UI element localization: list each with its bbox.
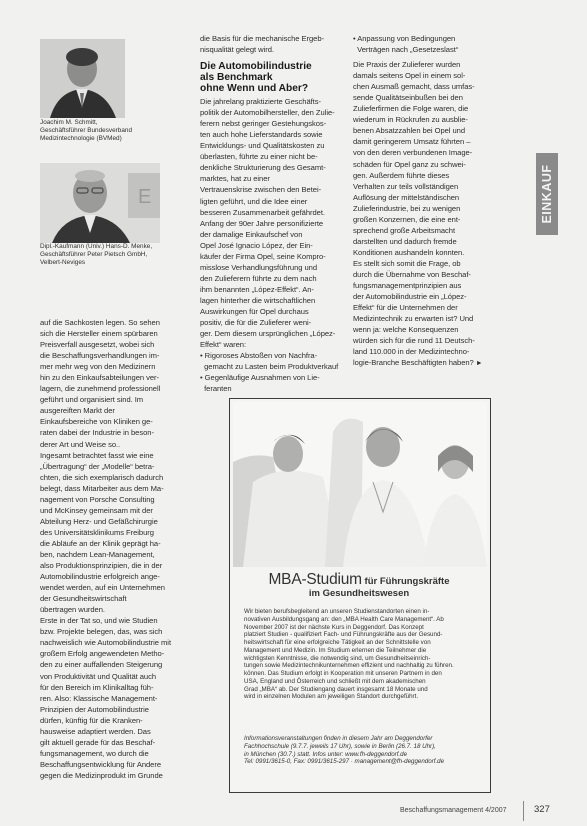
journal-footer: Beschaffungsmanagement 4/2007: [400, 807, 507, 814]
portrait-photo-schmitt: [40, 39, 125, 118]
section-tab: [536, 153, 558, 235]
ad-headline: [230, 571, 488, 589]
text-column-1: [40, 317, 190, 781]
photo-caption-menke: Dipl.-Kaufmann (Univ.) Hans-D. Menke, Geschäftsführer Peter Pietsch GmbH, Velbert-Neviges: [40, 243, 153, 266]
portrait-schmitt-image: [40, 39, 125, 118]
ad-headline-main: MBA-Studium: [268, 571, 362, 588]
column-1-body: auf die Sachkosten legen. So sehen sich die Hersteller einem spürbaren Preisverfall ausgesetzt, wobei sich die Beschaffungsverhandlungen im- mer mehr weg von den Medizinern hin zu den Einkaufsabteilungen ver- lagern, die zunehmend professionell geführt und organisiert sind. Im ausgereiften Markt der Einkaufsbereiche von Kliniken ge- raten dabei der Industrie in beson- derer Art und Weise so.. Ingesamt betrachtet fasst wie eine „Übertragung“ der „Modelle“ betra- chten, die sich exemplarisch dadurch belegt, dass Mitarbeiter aus dem Ma- nagement von Porsche Consulting und McKinsey gemeinsam mit der Abteilung Herz- und Gefäßchirurgie des Universitätsklinikums Freiburg die Abläufe an der Klinik geprägt ha- ben, nachdem Lean-Management, also Produktionsprinzipien, die in der Automobilindustrie erfolgreich ange- wendet werden, auf ein Unternehmen der Gesundheitswirtschaft übertragen wurden. Erste in der Tat so, und wie Studien bzw. Projekte belegen, das, was sich nachweislich wie Automobilindustrie mit großem Erfolg angewendeten Metho- den zu einer auffallenden Steigerung von Produktivität und Qualität auch für den Bereich im Klinikalltag füh- ren. Also: Klassische Management- Prinzipien der Automobilindustrie dürfen, künftig für die Kranken- hausweise adaptiert werden. Das gilt aktuell gerade für das Beschaf- fungsmanagement, wo durch die Beschaffungsentwicklung für Andere gegen die Medizinprodukt im Grunde: [40, 318, 172, 780]
section-heading: Die Automobilindustrie als Benchmark ohne Wenn und Aber?: [200, 61, 312, 95]
column-2-body: Die jahrelang praktizierte Geschäfts- politik der Automobilhersteller, den Zulie- ferern nebst geringer Gestehungskos- ten auch hohe Lieferstandards sowie Entwicklungs- und Qualitätskosten zu überlasten, führte zu einer nicht be- denkliche Strukturierung des Gesamt- marktes, hat zu einer Vertrauenskrise zwischen den Betei- ligten geführt, und die Idee einer besseren Zusammenarbeit gefährdet. Anfang der 90er Jahre personifizierte der damalige Einkaufschef von Opel José Ignacio López, der Ein- käufer der Firma Opel, seine Kompro- misslose Verhandlungsführung und den Zulieferern führte zu dem nach ihm benannten „López-Effekt“. An- lagen hinterher die wirtschaftlichen Auswirkungen für Opel durchaus positiv, die für die Zulieferer weni- ger. Dem diesem ursprünglichen „López- Effekt“ waren:: [200, 97, 336, 350]
section-tab-label: EINKAUF: [540, 164, 554, 224]
ad-headline-suffix: für Führungskräfte: [361, 576, 450, 587]
ad-footer-text: Informationsveranstaltungen finden in diesem Jahr am Deggendorfer Fachhochschule (9.7.7. jeweils 17 Uhr), sowie in Berlin (26.7. 18 Uhr), in München (30.7.) statt. Infos unter: www.fh-deggendorf.de Tel: 0991/3615-0, Fax: 0991/3615-297 · management@fh-deggendorf.de: [244, 735, 445, 766]
advertisement-box: [229, 398, 491, 793]
page-number: 327: [534, 804, 550, 815]
svg-text:E: E: [138, 186, 152, 208]
ad-body-text: Wir bieten berufsbegleitend an unseren Studienstandorten einen in- novativen Ausbildungsgang an: den „MBA Health Care Management“. Ab November 2007 ist der nächste Kurs in Deggendorf. Das Konzept platziert Studien - qualifiziert Fach- und Führungskräfte aus der Gesund- heitswirtschaft für eine erfolgreiche Tätigkeit an der Schnittstelle von Management und Medizin. Im Studium erlernen die Teilnehmer die wichtigsten Kenntnisse, die notwendig sind, um Gesundheitseinrich- tungen sowie Medizintechnikunternehmen effizient und nachhaltig zu führen. können. Das Studium erfolgt in Kooperation mit unseren Partnern in den USA, England und Österreich und schließt mit dem akademischen Grad „MBA“ ab. Der Studiengang dauert insgesamt 18 Monate und wird in einzelnen Modulen am jeweiligen Standort durchgeführt.: [244, 608, 454, 701]
photo-caption-schmitt: Joachim M. Schmitt, Geschäftsführer Bundesverband Medizintechnologie (BVMed): [40, 119, 133, 142]
portrait-menke-image: [40, 163, 160, 243]
text-column-3: [353, 33, 509, 369]
column-3-text: Die Praxis der Zulieferer wurden damals seitens Opel in einem sol- chen Ausmaß gemacht, dass umfas- sende Qualitätseinbußen bei den Zulieferfirmen die Folge waren, die wiederum in Rückrufen zu ausblie- benen Absatzzahlen bei Opel und damit geringerem Umsatz führten – von den deren verbundenen Image- schäden für Opel ganz zu schwei- gen. Außerdem führte dieses Verhalten zur teils vollständigen Auflösung der mittelständischen Zulieferindustrie, bei zu wenigen großen Konzernen, die eine ent- sprechend große Arbeitsmacht darstellten und dadurch fremde Konditionen aushandeln konnten. Es stellt sich somit die Frage, ob durch die Übernahme von Beschaf- fungsmanagementprinzipien aus der Automobilindustrie ein „López- Effekt“ für die Unternehmen der Medizintechnik zu erwarten ist? Und wenn ja: welche Konsequenzen würden sich für die rund 11 Deutsch- land 110.000 in der Medizintechno- logie-Branche Beschäftigten haben?: [353, 60, 475, 368]
continue-arrow-icon: ►: [475, 360, 483, 368]
column-2-intro: die Basis für die mechanische Ergeb- nisqualität gelegt wird.: [200, 34, 324, 55]
ad-doctors-image: [233, 402, 487, 567]
ad-photo: [233, 402, 487, 567]
text-column-2: [200, 33, 350, 394]
bullet-item: • Rigoroses Abstoßen von Nachfra- gemacht zu Lasten beim Produktverkauf: [200, 351, 339, 372]
bullet-item: • Gegenläufige Ausnahmen von Lie- feranten: [200, 373, 320, 394]
portrait-photo-menke: [40, 163, 160, 243]
footer-divider: [523, 801, 524, 821]
ad-subheadline: im Gesundheitswesen: [308, 588, 410, 599]
bullet-item: • Anpassung von Bedingungen Verträgen nach „Gesetzeslast“: [353, 34, 459, 55]
column-3-body: [353, 59, 509, 369]
